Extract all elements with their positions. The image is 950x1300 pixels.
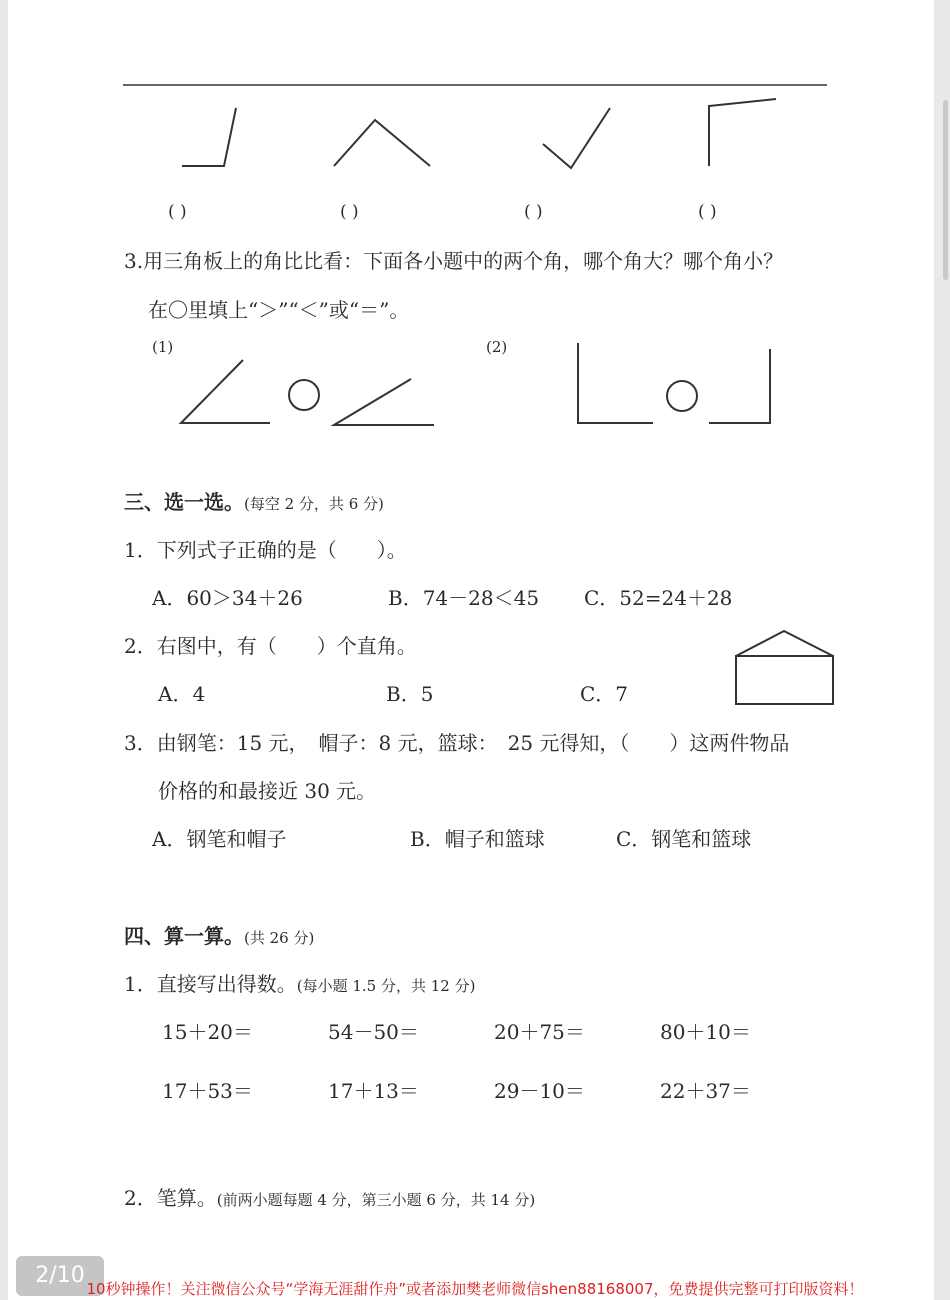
s3-q1-option-b[interactable]: B．74－28＜45 [388, 586, 540, 610]
page-indicator: 2/10 [16, 1256, 104, 1296]
section3-heading [124, 490, 384, 516]
calc-item: 17＋53＝ [162, 1079, 253, 1103]
calc-item: 54－50＝ [328, 1020, 419, 1044]
s4-q2-note: (前两小题每题 4 分，第三小题 6 分，共 14 分) [216, 1191, 536, 1209]
section4-note: (共 26 分) [244, 929, 315, 947]
calc-item: 80＋10＝ [660, 1020, 751, 1044]
house-figure-rect [736, 656, 833, 704]
s4-q1 [124, 972, 475, 998]
angle-blank-4[interactable]: ( ) [698, 202, 717, 222]
calc-item: 22＋37＝ [660, 1079, 751, 1103]
section4-heading [124, 924, 314, 950]
compare-angle-2a [578, 343, 653, 423]
s3-q3-stem: 3．由钢笔：15 元， 帽子：8 元，篮球： 25 元得知，（ ）这两件物品 [124, 731, 790, 755]
q3-sub1: (1) [152, 338, 174, 356]
s3-q2-option-a[interactable]: A．4 [158, 682, 206, 706]
s3-q3-option-b[interactable]: B．帽子和篮球 [410, 827, 545, 851]
s3-q1-stem: 1．下列式子正确的是（ ）。 [124, 538, 407, 562]
angle-figure-1 [182, 108, 236, 166]
s3-q3-stem2: 价格的和最接近 30 元。 [158, 779, 377, 803]
s3-q3-option-c[interactable]: C．钢笔和篮球 [616, 827, 752, 851]
angle-blank-3[interactable]: ( ) [524, 202, 543, 222]
s3-q2-option-c[interactable]: C．7 [580, 682, 629, 706]
section3-title: 三、选一选。 [124, 490, 244, 514]
compare-circle-2 [667, 381, 697, 411]
s3-q3-option-a[interactable]: A．钢笔和帽子 [152, 827, 287, 851]
promo-banner: 10秒钟操作！关注微信公众号“学海无涯甜作舟”或者添加樊老师微信shen88168007，免费提供完整可打印版资料！ [86, 1280, 864, 1298]
q3-sub2: (2) [486, 338, 508, 356]
s3-q1-option-a[interactable]: A．60＞34＋26 [152, 586, 303, 610]
section3-note: (每空 2 分，共 6 分) [244, 495, 384, 513]
angle-blank-2[interactable]: ( ) [340, 202, 359, 222]
q3-line2: 在〇里填上“＞”“＜”或“＝”。 [148, 298, 410, 322]
angle-figure-3 [543, 108, 610, 168]
s3-q1-option-c[interactable]: C．52=24＋28 [584, 586, 733, 610]
s3-q2-option-b[interactable]: B．5 [386, 682, 434, 706]
compare-angle-1a [181, 360, 270, 423]
s4-q1-note: (每小题 1.5 分，共 12 分) [296, 977, 476, 995]
house-figure-roof [736, 631, 833, 656]
calc-item: 17＋13＝ [328, 1079, 419, 1103]
compare-circle-1 [289, 380, 319, 410]
angle-figure-4 [709, 99, 776, 166]
angle-blank-1[interactable]: ( ) [168, 202, 187, 222]
section4-title: 四、算一算。 [124, 924, 244, 948]
compare-angle-1b [334, 379, 434, 425]
s4-q2-stem: 2．笔算。 [124, 1186, 217, 1210]
calc-item: 15＋20＝ [162, 1020, 253, 1044]
q3-line1: 3.用三角板上的角比比看：下面各小题中的两个角，哪个角大？哪个角小？ [124, 249, 784, 273]
calc-item: 29－10＝ [494, 1079, 585, 1103]
s3-q2-stem: 2．右图中，有（ ）个直角。 [124, 634, 417, 658]
angle-figure-2 [334, 120, 430, 166]
s4-q2 [124, 1186, 535, 1212]
s4-q1-stem: 1．直接写出得数。 [124, 972, 297, 996]
compare-angle-2b [709, 349, 770, 423]
calc-item: 20＋75＝ [494, 1020, 585, 1044]
